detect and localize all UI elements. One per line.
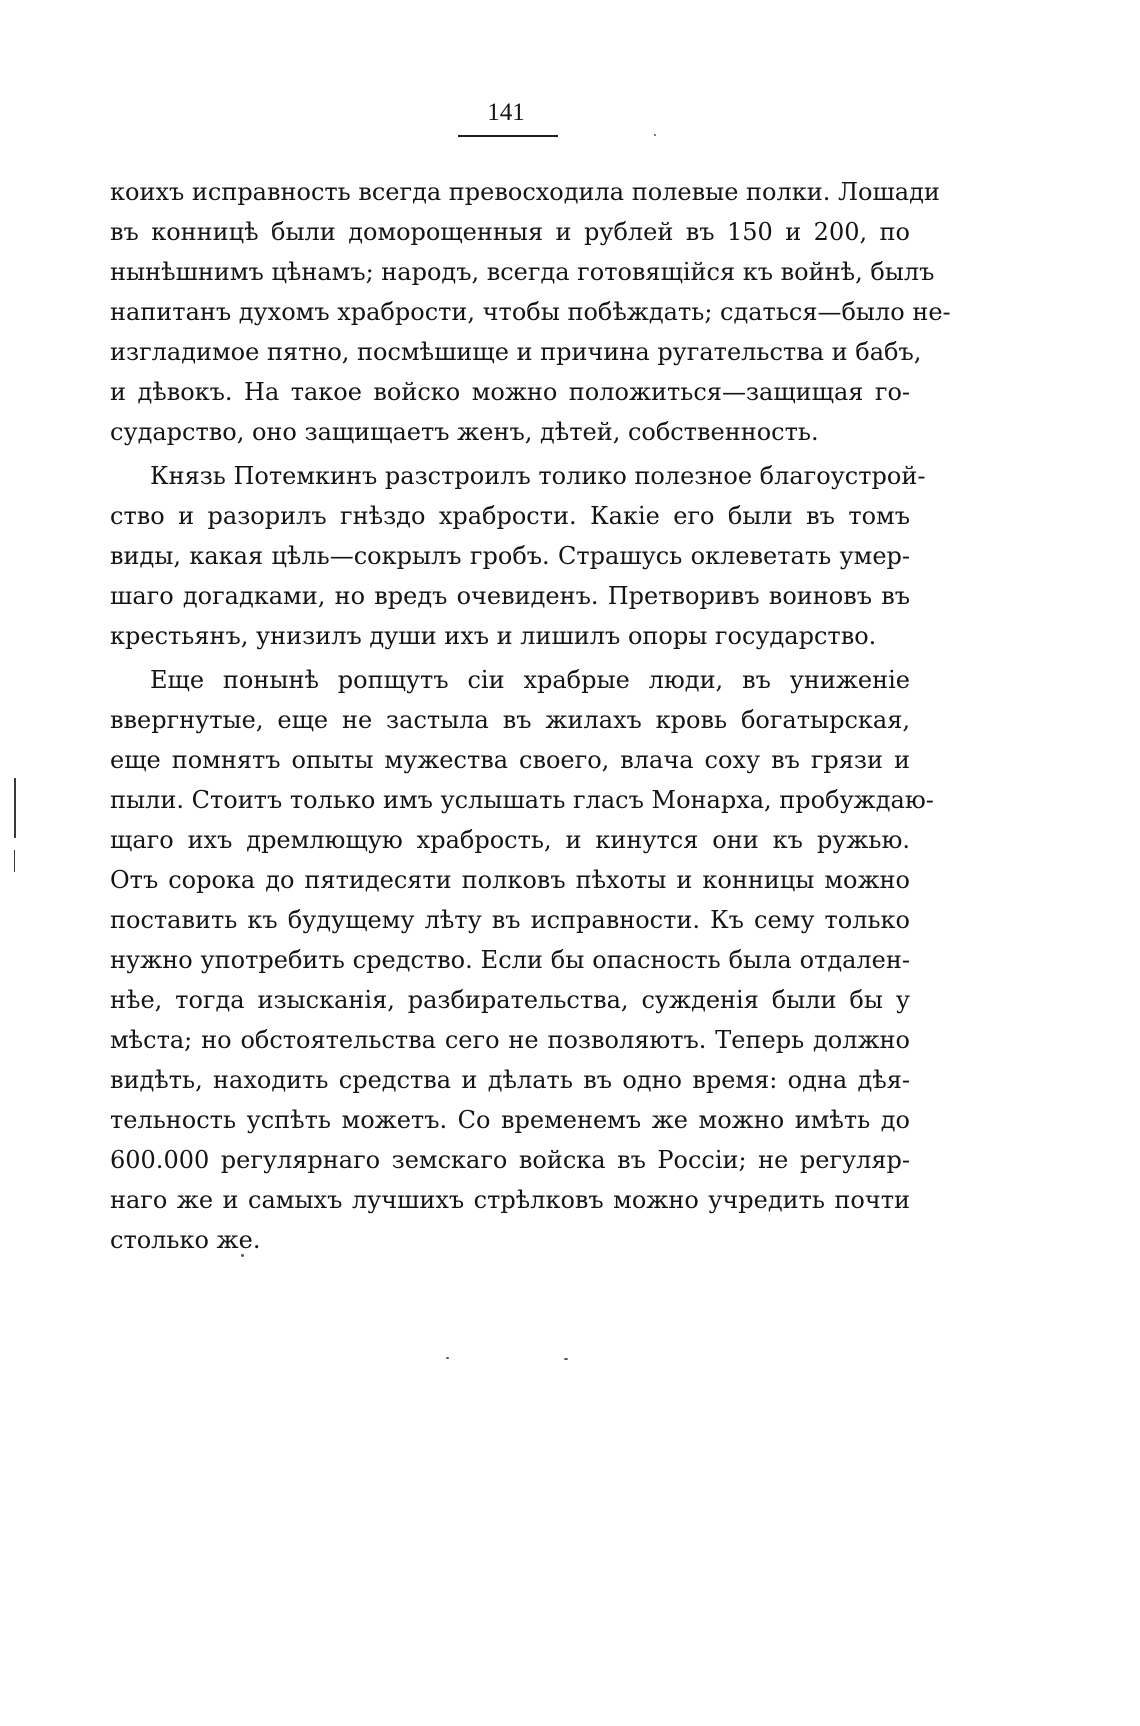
paragraph-1 [110,172,951,452]
scan-speck [446,1357,449,1359]
text-line: 600.000 регулярнаго земскаго войска въ Россіи; не регуляр- [110,1146,910,1174]
text-line: ство и разорилъ гнѣздо храбрости. Какіе его были въ томъ [110,502,910,530]
text-line: въ конницѣ были доморощенныя и рублей въ 150 и 200, по [110,218,910,246]
paragraph-2 [110,456,926,656]
text-line: шаго догадками, но вредъ очевиденъ. Претворивъ воиновъ въ [110,582,910,610]
text-line: мѣста; но обстоятельства сего не позволяютъ. Теперь должно [110,1026,910,1054]
paragraph-3 [110,660,934,1260]
text-line: изгладимое пятно, посмѣшище и причина ругательства и бабъ, [110,338,922,366]
text-line: Отъ сорока до пятидесяти полковъ пѣхоты и конницы можно [110,866,910,894]
scan-edge-mark [14,778,16,838]
scan-speck [241,1254,244,1257]
text-line: ввергнутые, еще не застыла въ жилахъ кровь богатырская, [110,706,910,734]
text-line: нынѣшнимъ цѣнамъ; народъ, всегда готовящійся къ войнѣ, былъ [110,258,935,286]
text-line: пыли. Стоитъ только имъ услышать гласъ Монарха, пробуждаю- [110,786,934,814]
text-line: Князь Потемкинъ разстроилъ толико полезное благоустрой- [150,462,926,490]
text-line: видѣть, находить средства и дѣлать въ одно время: одна дѣя- [110,1066,910,1094]
text-line: нужно употребить средство. Если бы опасность была отдален- [110,946,910,974]
scan-speck [564,1358,568,1360]
text-line: еще помнятъ опыты мужества своего, влача соху въ грязи и [110,746,910,774]
text-line: напитанъ духомъ храбрости, чтобы побѣждать; сдаться—было не- [110,298,951,326]
page-number-rule [458,135,558,137]
text-line: нѣе, тогда изысканія, разбирательства, сужденія были бы у [110,986,910,1014]
text-line: тельность успѣть можетъ. Со временемъ же можно имѣть до [110,1106,910,1134]
text-line: сударство, оно защищаетъ женъ, дѣтей, собственность. [110,418,819,446]
page-number: 141 [487,99,525,126]
text-line: крестьянъ, унизилъ души ихъ и лишилъ опоры государство. [110,622,877,650]
text-line: наго же и самыхъ лучшихъ стрѣлковъ можно учредить почти [110,1186,910,1214]
text-line: коихъ исправность всегда превосходила полевые полки. Лошади [110,178,940,206]
text-line: Еще понынѣ ропщутъ сіи храбрые люди, въ униженіе [150,666,910,694]
text-line: столько же. [110,1226,261,1254]
text-line: и дѣвокъ. На такое войско можно положиться—защищая го- [110,378,910,406]
scan-edge-mark [14,850,15,872]
scan-speck [654,134,656,136]
body-text [110,172,951,1260]
text-line: щаго ихъ дремлющую храбрость, и кинутся они къ ружью. [110,826,910,854]
text-line: поставить къ будущему лѣту въ исправности. Къ сему только [110,906,910,934]
text-line: виды, какая цѣль—сокрылъ гробъ. Страшусь оклеветать умер- [110,542,910,570]
